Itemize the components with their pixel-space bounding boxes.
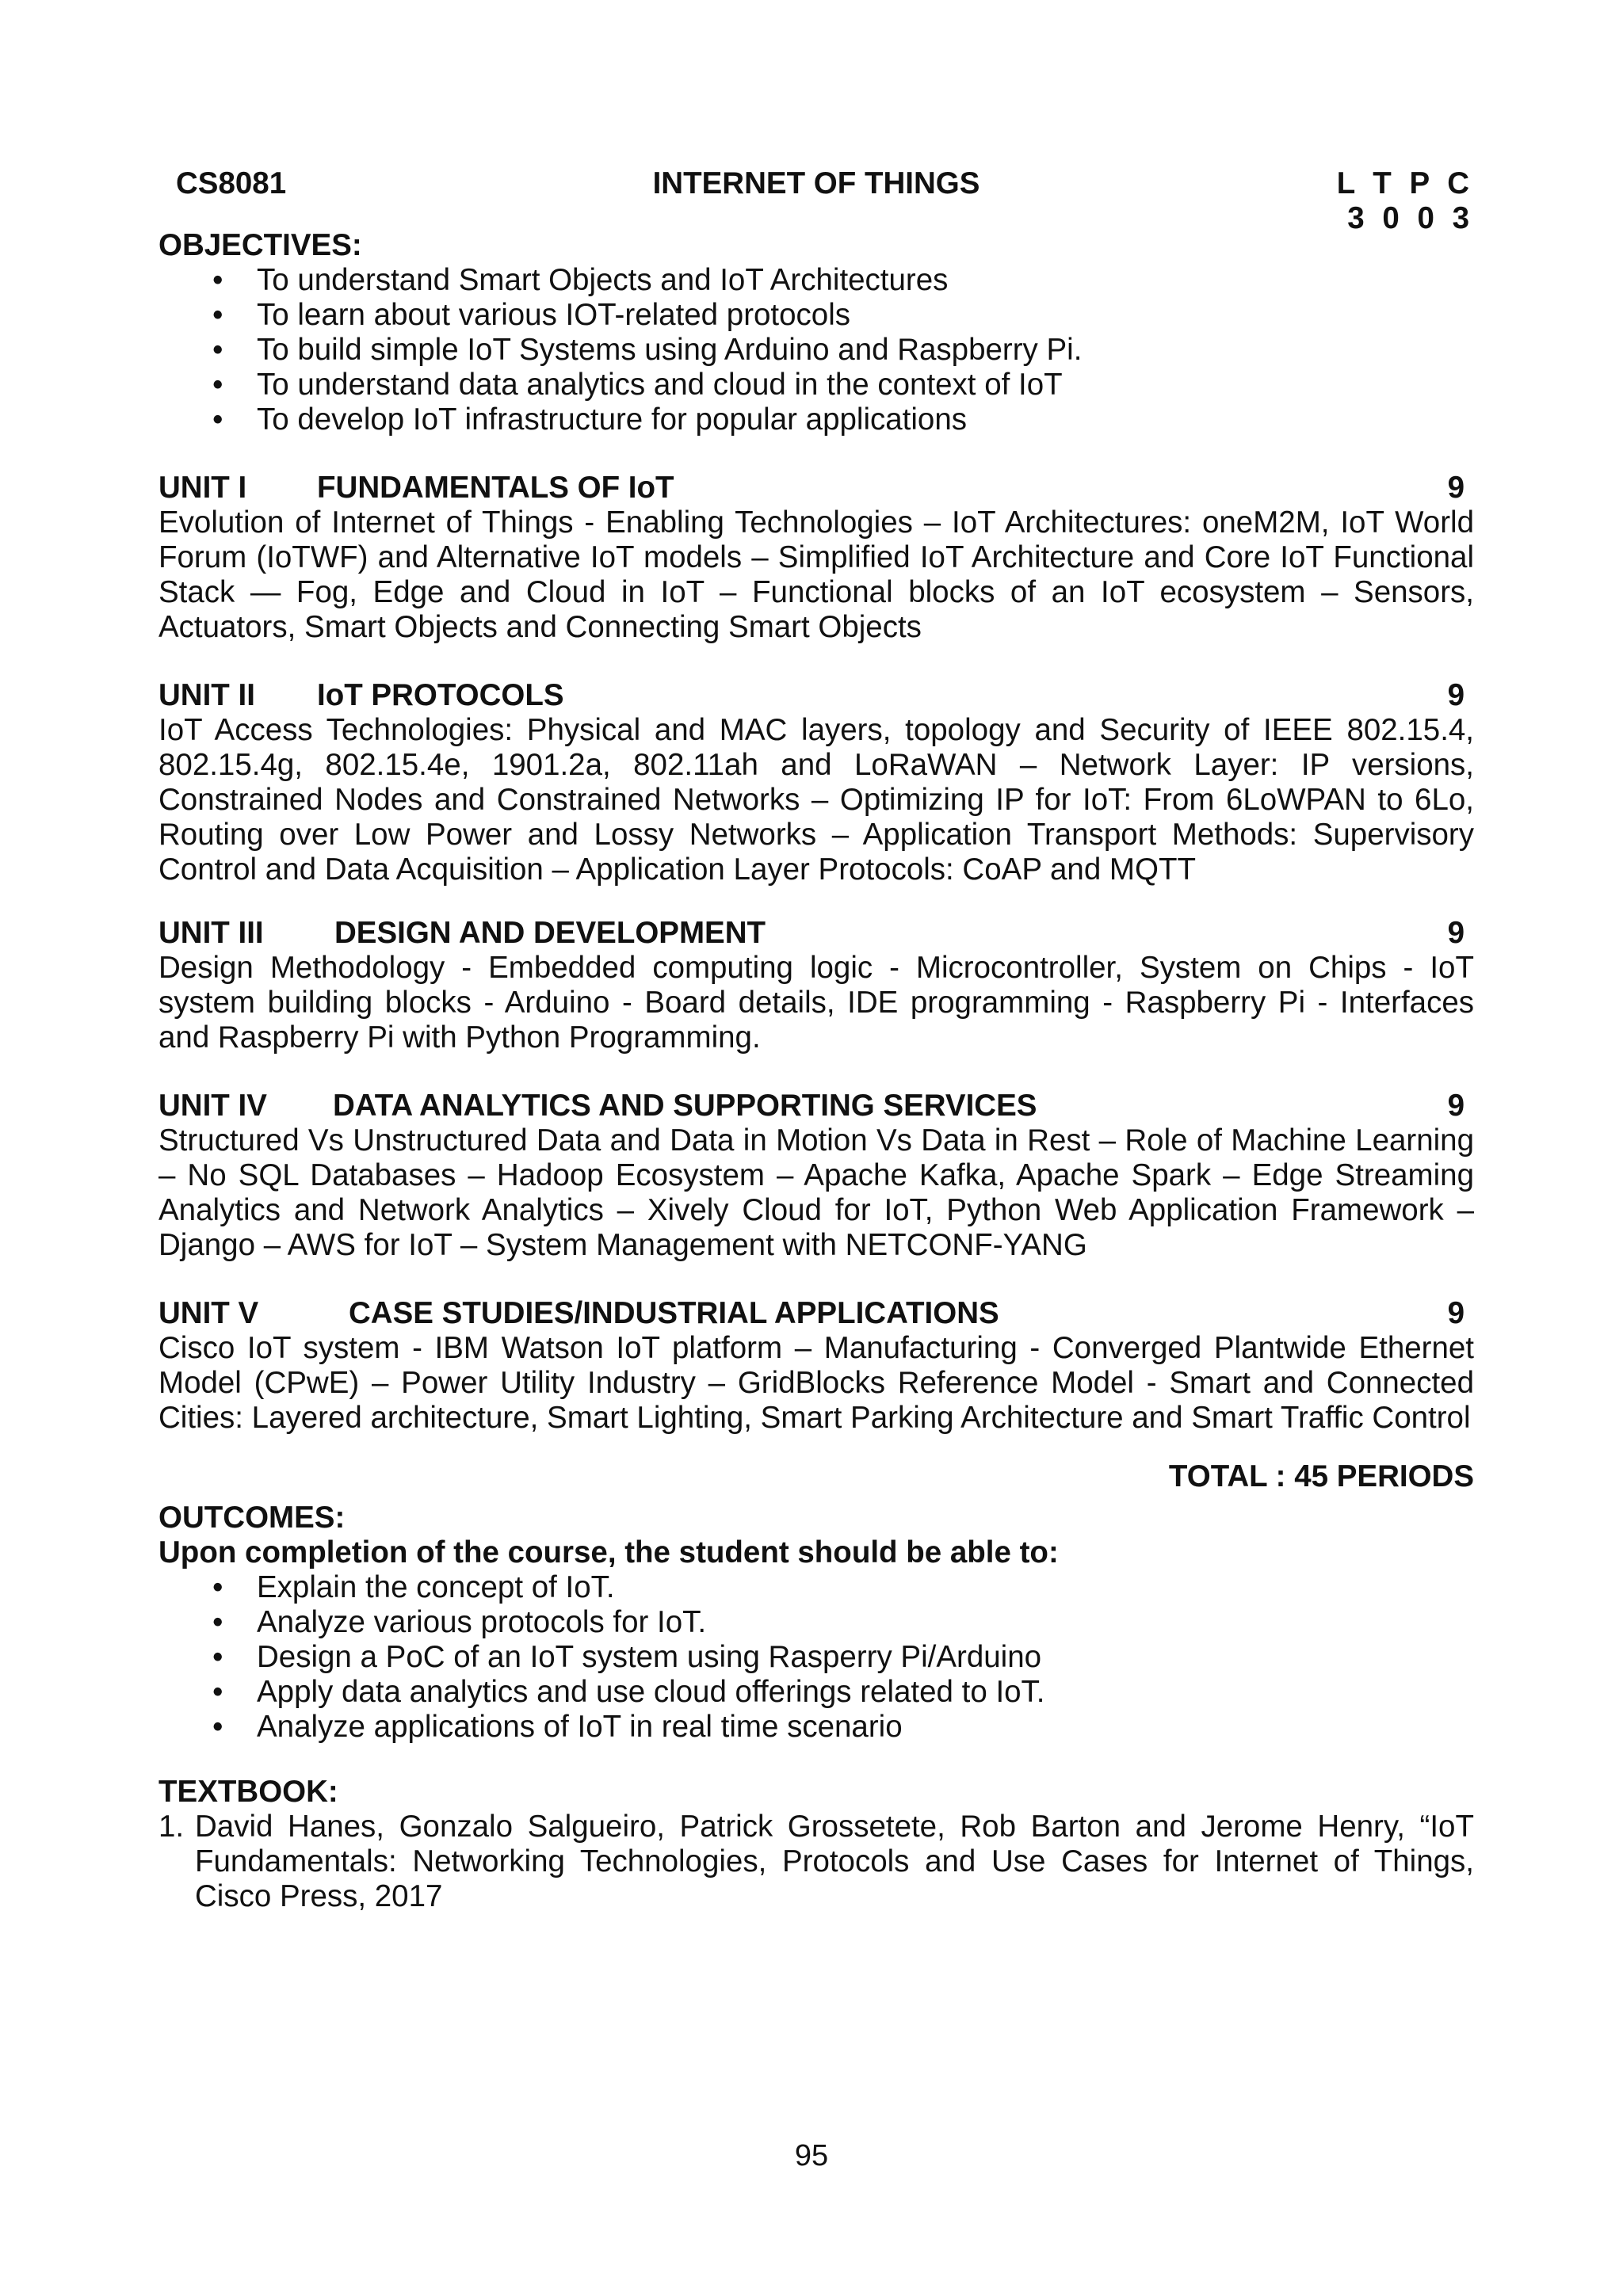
list-item: • Explain the concept of IoT. bbox=[212, 1570, 615, 1604]
unit-content: Cisco IoT system - IBM Watson IoT platform – Manufacturing - Converged Plantwide Ethernet Model (CPwE) – Power Utility Industry – GridBlocks Reference Model - Smart and Connected Cities: Layered architecture, Smart Lighting, Smart Parking Architecture and Smart Traffic Control bbox=[158, 1331, 1474, 1435]
unit-title: DESIGN AND DEVELOPMENT bbox=[334, 916, 766, 950]
unit-heading bbox=[158, 678, 1474, 713]
list-item: • Analyze applications of IoT in real time scenario bbox=[212, 1710, 903, 1744]
unit-heading bbox=[158, 1089, 1474, 1123]
ltpc-label: L T P C bbox=[1336, 166, 1474, 200]
bullet-icon: • bbox=[212, 368, 223, 402]
bullet-icon: • bbox=[212, 298, 223, 332]
unit-content: Evolution of Internet of Things - Enabling Technologies – IoT Architectures: oneM2M, IoT World Forum (IoTWF) and Alternative IoT models – Simplified IoT Architecture and Core IoT Functional Stack — Fog, Edge and Cloud in IoT – Functional blocks of an IoT ecosystem – Sensors, Actuators, Smart Objects and Connecting Smart Objects bbox=[158, 505, 1474, 644]
bullet-icon: • bbox=[212, 333, 223, 367]
list-item: • Design a PoC of an IoT system using Rasperry Pi/Arduino bbox=[212, 1640, 1042, 1674]
course-code: CS8081 bbox=[176, 166, 287, 200]
unit-title: CASE STUDIES/INDUSTRIAL APPLICATIONS bbox=[349, 1296, 999, 1330]
textbook-title: TEXTBOOK: bbox=[158, 1775, 338, 1809]
syllabus-page bbox=[158, 158, 1474, 1914]
list-item: • To develop IoT infrastructure for popular applications bbox=[212, 402, 967, 437]
list-item: • To understand Smart Objects and IoT Architectures bbox=[212, 263, 949, 297]
unit-title: FUNDAMENTALS OF IoT bbox=[317, 471, 674, 505]
outcomes-intro: Upon completion of the course, the student should be able to: bbox=[158, 1535, 1059, 1569]
unit-3 bbox=[158, 916, 1474, 1055]
bullet-icon: • bbox=[212, 402, 223, 437]
list-item: • To learn about various IOT-related protocols bbox=[212, 298, 851, 332]
bullet-icon: • bbox=[212, 1640, 223, 1674]
outcomes-title: OUTCOMES: bbox=[158, 1501, 346, 1535]
unit-content: Design Methodology - Embedded computing logic - Microcontroller, System on Chips - IoT system building blocks - Arduino - Board details, IDE programming - Raspberry Pi - Interfaces and Raspberry Pi with Python Programming. bbox=[158, 951, 1474, 1055]
ltpc-values: 3 0 0 3 bbox=[1347, 201, 1474, 235]
unit-label: UNIT III bbox=[158, 916, 264, 950]
outcomes-section bbox=[158, 1501, 1474, 1745]
unit-hours: 9 bbox=[1447, 471, 1465, 505]
objectives-list bbox=[158, 263, 1474, 437]
bullet-icon: • bbox=[212, 1675, 223, 1709]
unit-heading bbox=[158, 916, 1474, 951]
unit-hours: 9 bbox=[1447, 678, 1465, 712]
unit-label: UNIT IV bbox=[158, 1089, 267, 1123]
list-item: • To understand data analytics and cloud in the context of IoT bbox=[212, 368, 1063, 402]
objectives-section bbox=[158, 228, 1474, 437]
bullet-icon: • bbox=[212, 263, 223, 297]
unit-content: Structured Vs Unstructured Data and Data in Motion Vs Data in Rest – Role of Machine Learning – No SQL Databases – Hadoop Ecosystem – Apache Kafka, Apache Spark – Edge Streaming Analytics and Network Analytics – Xively Cloud for IoT, Python Web Application Framework – Django – AWS for IoT – System Management with NETCONF-YANG bbox=[158, 1123, 1474, 1262]
unit-heading bbox=[158, 1296, 1474, 1331]
textbook-text: David Hanes, Gonzalo Salgueiro, Patrick Grossetete, Rob Barton and Jerome Henry, “IoT Fundamentals: Networking Technologies, Protocols and Use Cases for Internet of Things, Cisco Press, 2017 bbox=[195, 1810, 1474, 1913]
outcomes-list bbox=[158, 1570, 1474, 1745]
unit-label: UNIT I bbox=[158, 471, 247, 505]
unit-1 bbox=[158, 471, 1474, 645]
unit-title: DATA ANALYTICS AND SUPPORTING SERVICES bbox=[333, 1089, 1037, 1123]
textbook-number: 1. bbox=[158, 1810, 185, 1844]
bullet-icon: • bbox=[212, 1570, 223, 1604]
course-title: INTERNET OF THINGS bbox=[652, 166, 980, 200]
list-item: • Analyze various protocols for IoT. bbox=[212, 1605, 707, 1639]
unit-5 bbox=[158, 1296, 1474, 1436]
unit-heading bbox=[158, 471, 1474, 505]
textbook-entry bbox=[158, 1810, 1474, 1914]
unit-title: IoT PROTOCOLS bbox=[317, 678, 564, 712]
unit-4 bbox=[158, 1089, 1474, 1263]
unit-label: UNIT V bbox=[158, 1296, 259, 1330]
list-item: • Apply data analytics and use cloud offerings related to IoT. bbox=[212, 1675, 1045, 1709]
bullet-icon: • bbox=[212, 1605, 223, 1639]
unit-hours: 9 bbox=[1447, 1089, 1465, 1123]
course-header bbox=[158, 158, 1474, 235]
unit-2 bbox=[158, 678, 1474, 887]
ltpc-block bbox=[1337, 166, 1474, 236]
objectives-title: OBJECTIVES: bbox=[158, 228, 362, 262]
unit-hours: 9 bbox=[1447, 1296, 1465, 1330]
unit-hours: 9 bbox=[1447, 916, 1465, 950]
bullet-icon: • bbox=[212, 1710, 223, 1744]
textbook-section bbox=[158, 1775, 1474, 1914]
list-item: • To build simple IoT Systems using Arduino and Raspberry Pi. bbox=[212, 333, 1083, 367]
unit-content: IoT Access Technologies: Physical and MAC layers, topology and Security of IEEE 802.15.4, 802.15.4g, 802.15.4e, 1901.2a, 802.11ah and LoRaWAN – Network Layer: IP versions, Constrained Nodes and Constrained Networks – Optimizing IP for IoT: From 6LoWPAN to 6Lo, Routing over Low Power and Lossy Networks – Application Transport Methods: Supervisory Control and Data Acquisition – Application Layer Protocols: CoAP and MQTT bbox=[158, 713, 1474, 887]
total-periods: TOTAL : 45 PERIODS bbox=[1168, 1459, 1474, 1493]
page-number: 95 bbox=[794, 2139, 829, 2172]
unit-label: UNIT II bbox=[158, 678, 255, 712]
